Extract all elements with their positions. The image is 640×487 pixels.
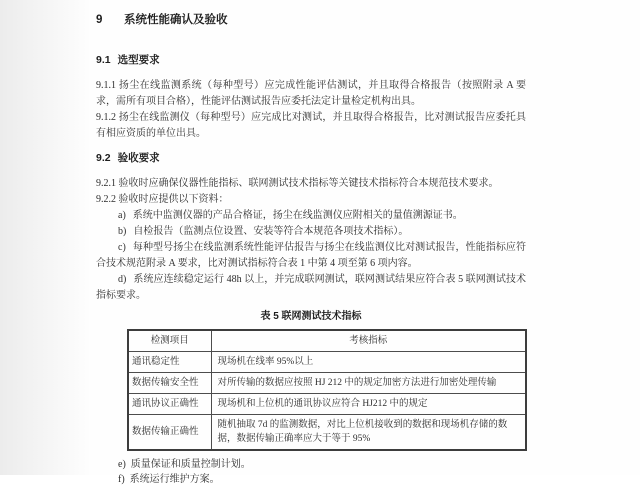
- page-left-shade: [0, 0, 92, 475]
- paragraph-9-2-1: 9.2.1 验收时应确保仪器性能指标、联网测试技术指标等关键技术指标符合本规范技术要求。: [96, 178, 499, 189]
- table-row: [128, 394, 526, 415]
- section-9-heading: [96, 12, 526, 28]
- document-content: [96, 10, 526, 487]
- paragraph-9-2-2: 9.2.2 验收时应提供以下资料：: [96, 194, 229, 205]
- table-header-cell: 考核指标: [211, 330, 526, 352]
- list-item-label: b): [118, 226, 127, 237]
- table-cell-project: 数据传输安全性: [128, 373, 211, 394]
- subsection-title: 验收要求: [117, 152, 160, 164]
- list-item-label: d): [118, 274, 127, 285]
- table-header-row: [128, 330, 526, 352]
- subsection-title: 选型要求: [117, 54, 160, 66]
- table-row: [128, 352, 526, 373]
- list-item-e: [96, 457, 526, 472]
- subsection-number: 9.2: [96, 152, 111, 164]
- table-cell-project: 通讯稳定性: [128, 352, 211, 373]
- list-item-label: f): [118, 474, 125, 485]
- subsection-9-1-heading: [96, 52, 526, 68]
- list-item-label: a): [118, 210, 126, 221]
- list-item-c: [96, 240, 526, 272]
- list-item-text: 自检报告（监测点位设置、安装等符合本规范各项技术指标）。: [133, 226, 409, 237]
- table-row: [128, 415, 526, 451]
- paragraph-9-1-1: 9.1.1 扬尘在线监测系统（每种型号）应完成性能评估测试，并且取得合格报告（按照附录 A 要求，需所有项目合格），性能评估测试报告应委托法定计量检定机构出具。: [96, 80, 526, 107]
- list-item-text: 质量保证和质量控制计划。: [130, 459, 251, 470]
- table-cell-project: 通讯协议正确性: [128, 394, 211, 415]
- table-cell-indicator: 对所传输的数据应按照 HJ 212 中的规定加密方法进行加密处理传输: [211, 373, 526, 394]
- list-item-f: [96, 472, 526, 487]
- table-cell-indicator: 随机抽取 7d 的监测数据，对比上位机接收到的数据和现场机存储的数据，数据传输正确率应大于等于 95%: [211, 415, 526, 451]
- list-item-text: 系统中监测仪器的产品合格证，扬尘在线监测仪应附相关的量值溯源证书。: [132, 210, 463, 221]
- table-cell-indicator: 现场机和上位机的通讯协议应符合 HJ212 中的规定: [211, 394, 526, 415]
- table-row: [128, 373, 526, 394]
- list-item-text: 系统运行维护方案。: [129, 474, 220, 485]
- table-5-title: 表 5 联网测试技术指标: [260, 311, 362, 322]
- section-title: 系统性能确认及验收: [124, 14, 228, 26]
- subsection-9-2-heading: [96, 150, 526, 166]
- networking-test-table: [127, 329, 527, 451]
- list-item-b: [96, 224, 526, 240]
- list-item-a: [96, 208, 526, 224]
- list-item-d: [96, 272, 526, 304]
- table-header-cell: 检测项目: [128, 330, 211, 352]
- section-number: 9: [96, 14, 103, 26]
- list-item-text: 系统应连续稳定运行 48h 以上，并完成联网测试，联网测试结果应符合表 5 联网测试技术指标要求。: [96, 274, 526, 301]
- list-item-text: 每种型号扬尘在线监测系统性能评估报告与扬尘在线监测仪比对测试报告，性能指标应符合技术规范附录 A 要求，比对测试指标符合表 1 中第 4 项至第 6 项内容。: [96, 242, 526, 269]
- table-cell-indicator: 现场机在线率 95%以上: [211, 352, 526, 373]
- list-item-label: e): [118, 459, 126, 470]
- subsection-number: 9.1: [96, 54, 111, 66]
- table-cell-project: 数据传输正确性: [128, 415, 211, 451]
- list-item-label: c): [118, 242, 126, 253]
- paragraph-9-1-2: 9.1.2 扬尘在线监测仪（每种型号）应完成比对测试，并且取得合格报告，比对测试报告应委托具有相应资质的单位出具。: [96, 112, 526, 139]
